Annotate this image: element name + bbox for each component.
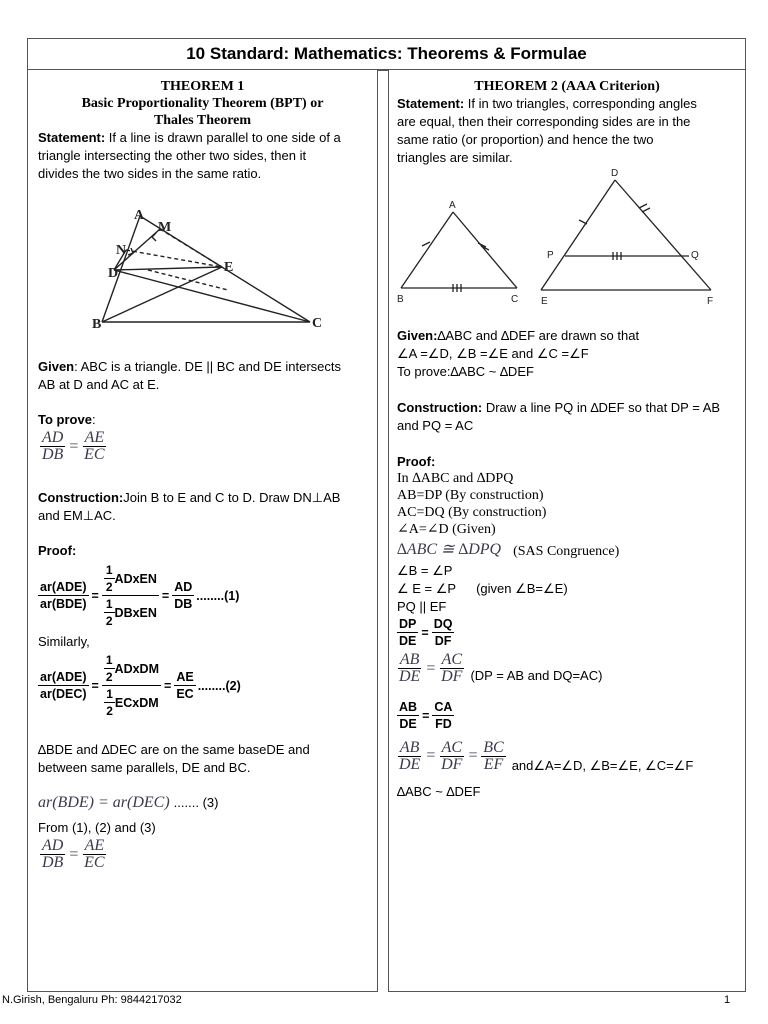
theorem1-construction-line2: and EM⊥AC. [38, 508, 116, 523]
equals-sign: = [425, 747, 437, 764]
theorem1-given-line1 [38, 358, 341, 376]
statement-label: Statement: [38, 130, 106, 145]
ec-x-dm: ECxDM [114, 695, 159, 710]
equation-tag-1: ........(1) [196, 588, 240, 603]
to-prove-label: To prove [38, 412, 92, 427]
similarly-text: Similarly, [38, 634, 90, 649]
angle-eq: ∠ E = ∠P [397, 581, 457, 596]
equals-sign: = [68, 437, 80, 455]
equals-sign: = [91, 678, 99, 693]
area-equality [38, 794, 218, 812]
diagram-label-A: A [449, 200, 456, 211]
df: DF [434, 634, 452, 648]
theorem2-statement-line3: same ratio (or proportion) and hence the two [397, 132, 654, 147]
theorem1-proof-label: Proof: [38, 543, 77, 558]
half-one: 1 [105, 563, 113, 577]
given-label: Given: [397, 328, 438, 343]
diagram-label-C: C [511, 294, 519, 305]
same-base-line1: ∆BDE and ∆DEC are on the same baseDE and [38, 742, 310, 757]
angle-line-1: ∠B = ∠P [397, 563, 453, 578]
ae: AE [176, 670, 194, 684]
statement-text: If in two triangles, corresponding angles [464, 96, 697, 111]
diagram-label-N: N [116, 243, 127, 258]
proof-equation-1 [38, 562, 239, 629]
dp-note: (DP = AB and DQ=AC) [470, 667, 603, 683]
construction-label: Construction: [38, 490, 124, 505]
conclusion-ratio [40, 838, 107, 871]
diagram-label-D: D [108, 266, 119, 281]
theorem1-statement-line1 [38, 129, 373, 147]
half-two: 2 [105, 580, 113, 594]
construction-text: Join B to E and C to D. Draw DN⊥AB [123, 490, 341, 505]
ab: AB [399, 738, 420, 756]
theorem2-conclusion: ∆ABC ~ ∆DEF [397, 784, 481, 799]
equation-tag-3: ....... (3) [173, 795, 219, 810]
db: DB [174, 597, 193, 611]
given-text: : ABC is a triangle. DE || BC and DE intersects [74, 359, 341, 374]
proof-line-4: ∠A=∠D (Given) [397, 522, 496, 537]
construction-label: Construction: [397, 400, 483, 415]
de: DE [399, 717, 417, 731]
area-equality-expr: ar(BDE) = ar(DEC) [38, 794, 170, 811]
equation-tag-2: ........(2) [197, 678, 241, 693]
frac-db: DB [42, 446, 64, 463]
angle-given-note: (given ∠B=∠E) [476, 581, 568, 596]
angle-line-2 [397, 580, 568, 598]
theorem1-heading: THEOREM 1 [160, 79, 245, 94]
dq: DQ [433, 617, 453, 631]
diagram-label-D: D [611, 168, 619, 179]
theorem2-statement-line1 [397, 95, 742, 113]
footer-author: N.Girish, Bengaluru Ph: 9844217032 [2, 994, 182, 1006]
column-gap-divider [378, 70, 388, 992]
sas-note: (SAS Congruence) [513, 544, 620, 559]
ec: EC [176, 687, 194, 701]
frac-ad: AD [42, 837, 64, 854]
given-text: ∆ABC and ∆DEF are drawn so that [437, 328, 640, 343]
equals-sign: = [68, 845, 80, 863]
theorem2-given-line2: ∠A =∠D, ∠B =∠E and ∠C =∠F [397, 346, 589, 361]
half-one: 1 [105, 653, 113, 667]
diagram-label-B: B [397, 294, 404, 305]
diagram-label-E: E [541, 296, 548, 307]
equals-sign: = [422, 708, 430, 723]
frac-ae: AE [84, 429, 105, 446]
theorem1-subheading-1: Basic Proportionality Theorem (BPT) or [81, 96, 324, 111]
parallel-line: PQ || EF [397, 599, 447, 614]
ratio-ab-ca [397, 699, 454, 732]
de: DE [399, 755, 421, 773]
theorem2-statement-line4: triangles are similar. [397, 150, 513, 165]
proof-line-2: AB=DP (By construction) [397, 488, 544, 503]
fd: FD [435, 717, 452, 731]
half-one: 1 [105, 597, 113, 611]
bpt-triangle-diagram [88, 205, 338, 335]
theorem2-given-line1 [397, 327, 639, 345]
theorem1-statement-line2: triangle intersecting the other two sides, then it [38, 148, 307, 163]
proof-line-1: In ∆ABC and ∆DPQ [397, 471, 514, 486]
theorem1-statement-line3: divides the two sides in the same ratio. [38, 166, 262, 181]
ar-dec: ar(DEC) [40, 687, 87, 701]
equals-sign: = [161, 588, 170, 603]
statement-label: Statement: [397, 96, 465, 111]
proof-line-3: AC=DQ (By construction) [397, 505, 547, 520]
diagram-label-P: P [547, 250, 554, 261]
de: DE [399, 668, 421, 685]
ac: AC [441, 738, 463, 756]
equals-sign: = [467, 747, 479, 764]
ac: AC [441, 651, 463, 668]
given-label: Given [38, 359, 75, 374]
ad-x-dm: ADxDM [114, 661, 159, 676]
equals-sign: = [425, 659, 437, 677]
theorem2-construction-line1 [397, 399, 720, 417]
theorem1-given-line2: AB at D and AC at E. [38, 377, 160, 392]
diagram-label-E: E [224, 260, 234, 275]
half-two: 2 [105, 614, 113, 628]
same-base-line2: between same parallels, DE and BC. [38, 760, 251, 775]
frac-ec: EC [84, 446, 105, 463]
theorem1-subheading-2: Thales Theorem [153, 113, 252, 128]
ab: AB [399, 651, 420, 668]
diagram-label-F: F [707, 296, 714, 307]
diagram-label-M: M [158, 220, 172, 235]
frac-db: DB [42, 854, 64, 871]
ar-bde: ar(BDE) [40, 597, 87, 611]
half-two: 2 [105, 670, 113, 684]
diagram-label-C: C [312, 316, 323, 331]
theorem1-to-prove [38, 411, 96, 429]
frac-ec: EC [84, 854, 105, 871]
footer-page-number: 1 [724, 994, 731, 1006]
statement-text: If a line is drawn parallel to one side of a [105, 130, 341, 145]
half-one: 1 [106, 687, 113, 701]
db-x-en: DBxEN [114, 605, 157, 620]
ratio-dp-de [397, 616, 454, 649]
ad: AD [174, 580, 193, 594]
df: DF [441, 755, 463, 773]
equals-sign: = [91, 588, 99, 603]
ar-ade: ar(ADE) [40, 580, 87, 594]
ratio-three-way [397, 737, 693, 775]
ab: AB [399, 700, 418, 714]
ratio-ab-de [397, 652, 602, 685]
theorem2-to-prove: To prove:∆ABC ~ ∆DEF [397, 364, 534, 379]
diagram-label-Q: Q [691, 250, 699, 261]
theorem2-heading: THEOREM 2 (AAA Criterion) [474, 79, 660, 94]
frac-ad: AD [42, 429, 64, 446]
congruence-line [397, 538, 619, 560]
equals-sign: = [164, 678, 172, 693]
to-prove-colon: : [91, 412, 96, 427]
diagram-label-B: B [92, 317, 102, 332]
bc: BC [483, 738, 504, 756]
frac-ae: AE [84, 837, 105, 854]
page-title: 10 Standard: Mathematics: Theorems & Formulae [186, 44, 587, 63]
diagram-label-A: A [134, 208, 145, 223]
construction-text: Draw a line PQ in ∆DEF so that DP = AB [482, 400, 721, 415]
theorem2-statement-line2: are equal, then their corresponding sides are in the [397, 114, 691, 129]
ad-x-en: ADxEN [114, 571, 157, 586]
ef: EF [483, 755, 504, 773]
dp: DP [399, 617, 417, 631]
df: DF [441, 668, 463, 685]
congruence-expr: ∆ABC ≅ ∆DPQ [397, 541, 502, 558]
and-angles-note: and∠A=∠D, ∠B=∠E, ∠C=∠F [511, 758, 694, 773]
theorem2-construction-line2: and PQ = AC [397, 418, 474, 433]
ca: CA [434, 700, 453, 714]
ar-ade: ar(ADE) [40, 670, 87, 684]
equals-sign: = [421, 625, 429, 640]
de: DE [399, 634, 417, 648]
aaa-triangles-diagram [393, 162, 743, 307]
proof-equation-2 [38, 652, 241, 719]
to-prove-ratio [40, 430, 107, 463]
half-two: 2 [106, 704, 113, 718]
theorem2-proof-label: Proof: [397, 454, 436, 469]
from-text: From (1), (2) and (3) [38, 820, 156, 835]
theorem1-construction-line1 [38, 489, 340, 507]
